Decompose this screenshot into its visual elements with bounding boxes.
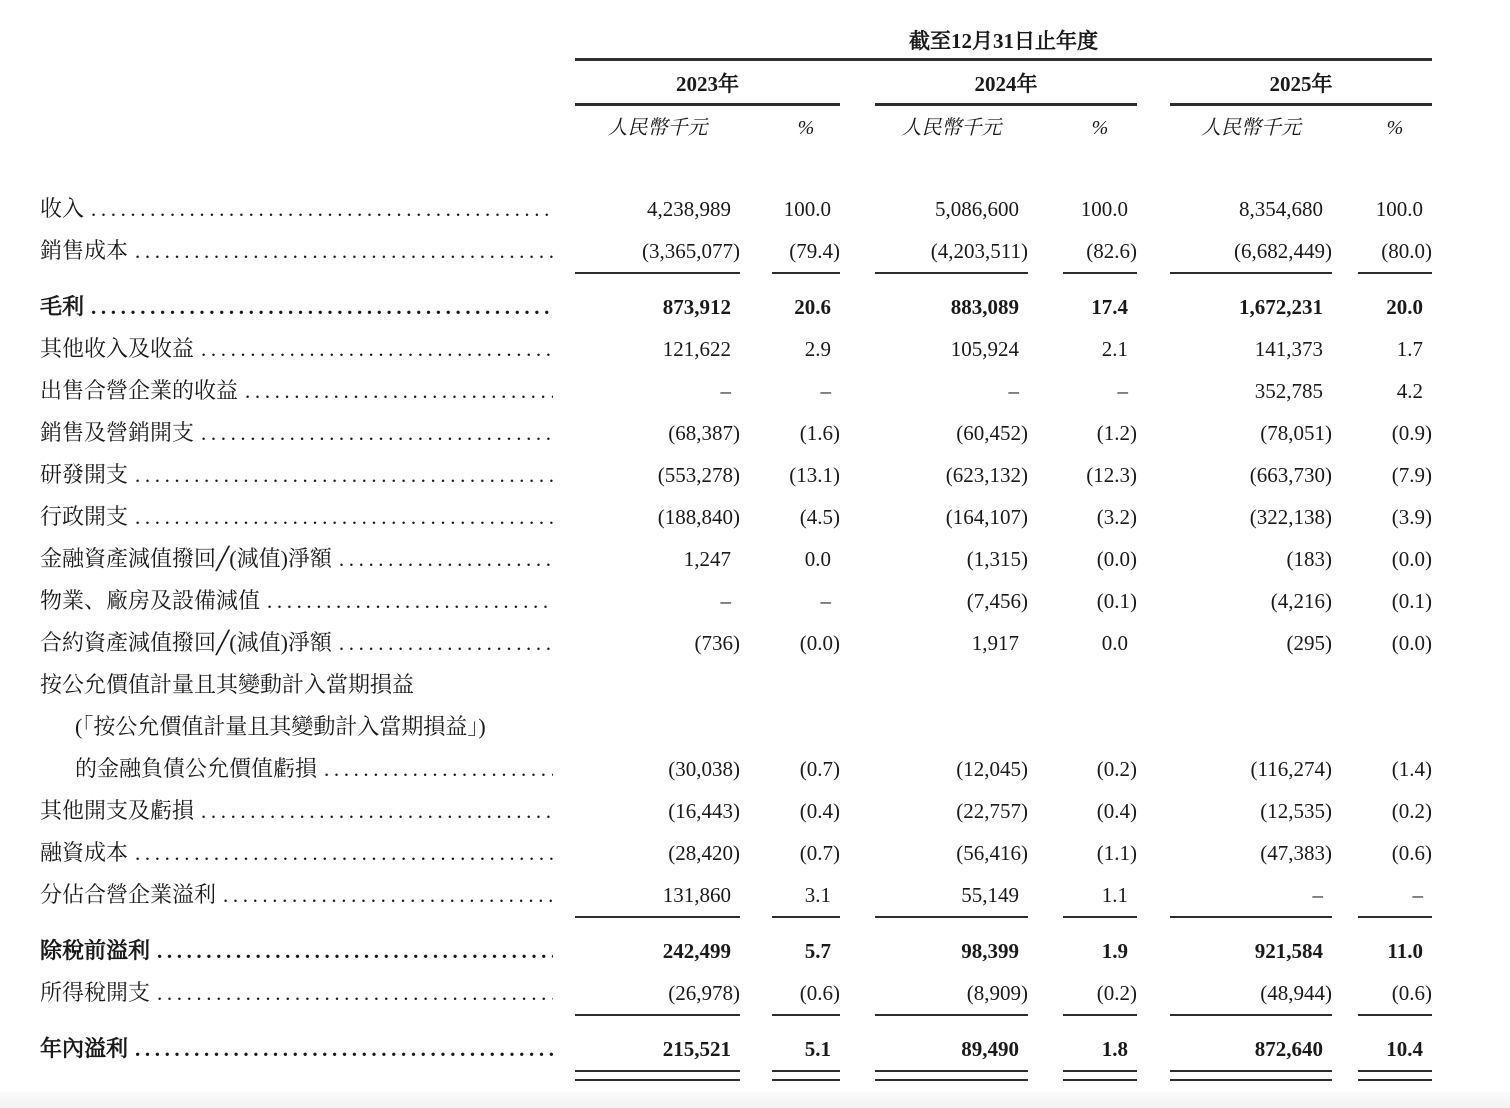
amount-value: (623,132) [945, 463, 1028, 487]
percent-value: 2.9 [804, 337, 831, 361]
percent-value: 2.1 [1101, 337, 1128, 361]
percent-value: (7.9) [1391, 463, 1432, 487]
amount-value: 141,373 [1254, 337, 1323, 361]
percent-value: 100.0 [1375, 197, 1423, 221]
double-rule [1170, 1070, 1332, 1081]
row-label-cell [40, 972, 553, 1014]
table-header [40, 26, 1432, 56]
percent-value: 11.0 [1387, 939, 1423, 963]
year-label-2023: 2023年 [676, 72, 739, 96]
amount-value: 242,499 [662, 939, 731, 963]
amount-value: 121,622 [662, 337, 731, 361]
double-rule [875, 1070, 1028, 1081]
percent-value: (0.2) [1096, 981, 1137, 1005]
row-label: (「按公允價值計量且其變動計入當期損益」) [75, 714, 486, 739]
row-label-cell [40, 832, 553, 874]
amount-value: 921,584 [1254, 939, 1323, 963]
double-rule [1358, 1070, 1432, 1081]
dot-leader [201, 328, 553, 370]
row-label-cell [40, 930, 553, 972]
percent-label-2025: % [1386, 117, 1404, 139]
percent-value: (0.6) [799, 981, 840, 1005]
single-rule [875, 916, 1028, 918]
row-label-cell [40, 706, 553, 748]
year-header-row [40, 65, 1432, 103]
dot-leader [91, 286, 553, 328]
amount-value: (736) [694, 631, 740, 655]
amount-value: (8,909) [966, 981, 1028, 1005]
percent-value: 1.8 [1101, 1037, 1128, 1061]
percent-value: 0.0 [1101, 631, 1128, 655]
financial-table [40, 0, 1432, 1084]
single-rule [575, 272, 740, 274]
amount-value: (4,216) [1270, 589, 1332, 613]
table-row [40, 832, 1432, 874]
amount-value: – [1008, 379, 1019, 403]
dot-leader [135, 832, 553, 874]
percent-value: 17.4 [1091, 295, 1128, 319]
row-label: 行政開支 [40, 504, 129, 529]
table-row [40, 230, 1432, 272]
amount-value: (78,051) [1260, 421, 1332, 445]
amount-value: – [1312, 883, 1323, 907]
percent-value: 4.2 [1396, 379, 1423, 403]
percent-value: (1.6) [799, 421, 840, 445]
row-label-cell [40, 748, 553, 790]
row-label-cell [40, 454, 553, 496]
single-rule [575, 1014, 740, 1016]
row-label: 研發開支 [40, 462, 129, 487]
row-label: 收入 [40, 196, 85, 221]
percent-value: 100.0 [1080, 197, 1128, 221]
table-row [40, 454, 1432, 496]
dot-leader [324, 748, 553, 790]
percent-value: 20.0 [1386, 295, 1423, 319]
row-label-cell [40, 230, 553, 272]
percent-value: – [820, 589, 831, 613]
amount-value: (1,315) [966, 547, 1028, 571]
single-rule [1170, 916, 1332, 918]
percent-value: (0.0) [1391, 631, 1432, 655]
percent-value: (3.9) [1391, 505, 1432, 529]
amount-value: 89,490 [961, 1037, 1019, 1061]
percent-value: 3.1 [804, 883, 831, 907]
percent-label-2024: % [1091, 117, 1109, 139]
dot-leader [157, 930, 553, 972]
row-label-cell [40, 538, 553, 580]
table-row [40, 972, 1432, 1014]
row-label-cell [40, 286, 553, 328]
dot-leader [157, 972, 553, 1014]
percent-value: 20.6 [794, 295, 831, 319]
table-row [40, 538, 1432, 580]
row-label: 按公允價值計量且其變動計入當期損益 [40, 672, 415, 697]
amount-value: 1,917 [971, 631, 1019, 655]
single-rule [1170, 1014, 1332, 1016]
single-rule [772, 1014, 840, 1016]
double-rule [772, 1070, 840, 1081]
row-label: 的金融負債公允價值虧損 [75, 756, 318, 781]
amount-value: 352,785 [1254, 379, 1323, 403]
single-rule [575, 916, 740, 918]
percent-label-2023: % [797, 117, 815, 139]
table-row [40, 286, 1432, 328]
dot-leader [339, 622, 553, 664]
percent-value: (0.7) [799, 757, 840, 781]
percent-value: (1.1) [1096, 841, 1137, 865]
percent-value: (0.1) [1096, 589, 1137, 613]
percent-value: (0.4) [799, 799, 840, 823]
amount-value: 98,399 [961, 939, 1019, 963]
row-label-cell [40, 188, 553, 230]
row-label: 合約資產減值撥回╱(減值)淨額 [40, 630, 332, 655]
amount-value: (164,107) [945, 505, 1028, 529]
dot-leader [135, 230, 553, 272]
table-row [40, 664, 1432, 706]
amount-value: (116,274) [1250, 757, 1332, 781]
row-label: 銷售成本 [40, 238, 129, 263]
row-label: 銷售及營銷開支 [40, 420, 195, 445]
dot-leader [135, 454, 553, 496]
amount-value: (48,944) [1260, 981, 1332, 1005]
table-row [40, 790, 1432, 832]
amount-value: 105,924 [950, 337, 1019, 361]
amount-value: 872,640 [1254, 1037, 1323, 1061]
table-row [40, 188, 1432, 230]
amount-value: (22,757) [956, 799, 1028, 823]
column-header-row [40, 106, 1432, 150]
row-label-cell [40, 790, 553, 832]
percent-value: 5.1 [804, 1037, 831, 1061]
row-label-cell [40, 622, 553, 664]
amount-value: (47,383) [1260, 841, 1332, 865]
percent-value: (79.4) [789, 239, 840, 263]
unit-label-2025: 人民幣千元 [1201, 117, 1301, 139]
amount-value: (30,038) [668, 757, 740, 781]
dot-leader [135, 496, 553, 538]
percent-value: 5.7 [804, 939, 831, 963]
row-label-cell [40, 874, 553, 916]
amount-value: 873,912 [662, 295, 731, 319]
row-label: 毛利 [40, 294, 85, 319]
amount-value: 5,086,600 [935, 197, 1019, 221]
amount-value: (322,138) [1249, 505, 1332, 529]
amount-value: (3,365,077) [642, 239, 740, 263]
row-label-cell [40, 496, 553, 538]
amount-value: (26,978) [668, 981, 740, 1005]
amount-value: 8,354,680 [1239, 197, 1323, 221]
header-top-rule-row [40, 58, 1432, 61]
percent-value: – [820, 379, 831, 403]
row-label-cell [40, 580, 553, 622]
subtotal-rule-row [40, 1014, 1432, 1028]
amount-value: (60,452) [956, 421, 1028, 445]
percent-value: (0.0) [1096, 547, 1137, 571]
year-label-2025: 2025年 [1269, 72, 1333, 96]
double-rule [575, 1070, 740, 1081]
table-row [40, 370, 1432, 412]
double-rule [1063, 1070, 1137, 1081]
amount-value: 1,672,231 [1239, 295, 1323, 319]
row-label: 年內溢利 [40, 1036, 129, 1061]
amount-value: (663,730) [1249, 463, 1332, 487]
percent-value: 1.1 [1101, 883, 1128, 907]
amount-value: 1,247 [683, 547, 731, 571]
table-row [40, 930, 1432, 972]
percent-value: (82.6) [1086, 239, 1137, 263]
amount-value: (4,203,511) [930, 239, 1028, 263]
table-row [40, 580, 1432, 622]
percent-value: – [1412, 883, 1423, 907]
row-label: 分佔合營企業溢利 [40, 882, 217, 907]
table-body [40, 188, 1432, 1084]
amount-value: 215,521 [662, 1037, 731, 1061]
percent-value: – [1117, 379, 1128, 403]
percent-value: (0.2) [1096, 757, 1137, 781]
dot-leader [201, 790, 553, 832]
amount-value: (6,682,449) [1234, 239, 1332, 263]
percent-value: (3.2) [1096, 505, 1137, 529]
percent-value: (0.9) [1391, 421, 1432, 445]
row-label-cell [40, 664, 553, 706]
row-label: 金融資產減值撥回╱(減值)淨額 [40, 546, 332, 571]
row-label: 所得稅開支 [40, 980, 151, 1005]
unit-label-2023: 人民幣千元 [607, 117, 708, 139]
percent-value: (0.6) [1391, 981, 1432, 1005]
table-row [40, 496, 1432, 538]
row-label-cell [40, 370, 553, 412]
amount-value: (28,420) [668, 841, 740, 865]
amount-value: (56,416) [956, 841, 1028, 865]
header-rule [575, 58, 1432, 61]
amount-value: (553,278) [657, 463, 740, 487]
table-row [40, 706, 1432, 748]
percent-value: (1.4) [1391, 757, 1432, 781]
dot-leader [91, 188, 553, 230]
amount-value: (12,535) [1260, 799, 1332, 823]
dot-leader [201, 412, 553, 454]
percent-value: (0.0) [1391, 547, 1432, 571]
percent-value: (0.2) [1391, 799, 1432, 823]
row-label: 其他開支及虧損 [40, 798, 195, 823]
amount-value: – [720, 589, 731, 613]
subtotal-rule-row [40, 272, 1432, 286]
percent-value: 1.7 [1396, 337, 1423, 361]
single-rule [772, 916, 840, 918]
percent-value: (0.1) [1391, 589, 1432, 613]
row-label-cell [40, 412, 553, 454]
percent-value: (0.0) [799, 631, 840, 655]
percent-value: 0.0 [804, 547, 831, 571]
percent-value: 100.0 [783, 197, 831, 221]
single-rule [772, 272, 840, 274]
single-rule [1358, 272, 1432, 274]
percent-value: (1.2) [1096, 421, 1137, 445]
percent-value: 1.9 [1101, 939, 1128, 963]
percent-value: (80.0) [1381, 239, 1432, 263]
amount-value: (188,840) [657, 505, 740, 529]
dot-leader [135, 1028, 553, 1070]
single-rule [1063, 272, 1137, 274]
dot-leader [245, 370, 553, 412]
row-label-cell [40, 1028, 553, 1070]
single-rule [1170, 272, 1332, 274]
table-row [40, 1028, 1432, 1070]
year-label-2024: 2024年 [974, 72, 1038, 96]
percent-value: (0.4) [1096, 799, 1137, 823]
row-label: 其他收入及收益 [40, 336, 195, 361]
amount-value: – [720, 379, 731, 403]
amount-value: 131,860 [662, 883, 731, 907]
percent-value: 10.4 [1386, 1037, 1423, 1061]
amount-value: (295) [1286, 631, 1332, 655]
page-bottom-edge [0, 1092, 1510, 1108]
row-label: 物業、廠房及設備減值 [40, 588, 261, 613]
row-label-cell [40, 328, 553, 370]
percent-value: (0.6) [1391, 841, 1432, 865]
single-rule [1358, 1014, 1432, 1016]
row-label: 除稅前溢利 [40, 938, 151, 963]
table-row [40, 328, 1432, 370]
percent-value: (13.1) [789, 463, 840, 487]
amount-value: 4,238,989 [647, 197, 731, 221]
amount-value: (12,045) [956, 757, 1028, 781]
percent-value: (0.7) [799, 841, 840, 865]
table-row [40, 412, 1432, 454]
table-row [40, 874, 1432, 916]
amount-value: (7,456) [966, 589, 1028, 613]
amount-value: (183) [1286, 547, 1332, 571]
dot-leader [223, 874, 553, 916]
dot-leader [339, 538, 553, 580]
period-title: 截至12月31日止年度 [909, 29, 1098, 53]
subtotal-rule-row [40, 916, 1432, 930]
amount-value: (68,387) [668, 421, 740, 445]
single-rule [875, 1014, 1028, 1016]
table-row [40, 622, 1432, 664]
grand-total-rule-row [40, 1070, 1432, 1084]
unit-label-2024: 人民幣千元 [901, 117, 1002, 139]
percent-value: (12.3) [1086, 463, 1137, 487]
row-label: 融資成本 [40, 840, 129, 865]
single-rule [1063, 916, 1137, 918]
single-rule [1063, 1014, 1137, 1016]
amount-value: 55,149 [961, 883, 1019, 907]
single-rule [1358, 916, 1432, 918]
amount-value: 883,089 [950, 295, 1019, 319]
percent-value: (4.5) [799, 505, 840, 529]
row-label: 出售合營企業的收益 [40, 378, 239, 403]
amount-value: (16,443) [668, 799, 740, 823]
table-row [40, 748, 1432, 790]
single-rule [875, 272, 1028, 274]
dot-leader [267, 580, 553, 622]
